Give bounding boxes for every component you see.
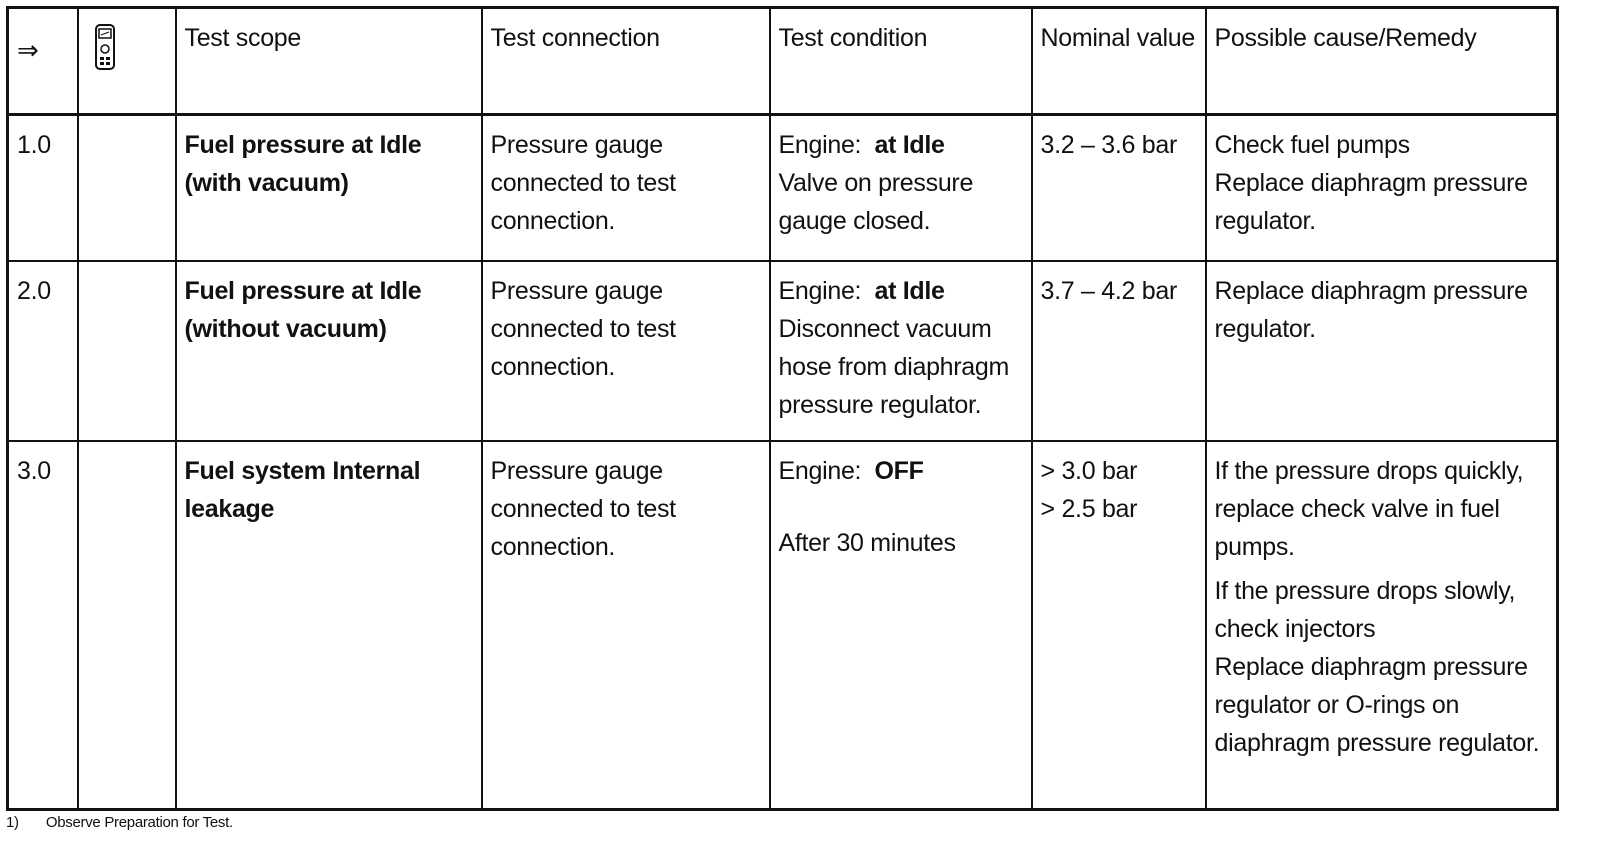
cause-line: Check fuel pumps bbox=[1214, 131, 1410, 159]
row-nominal-value: 3.2 – 3.6 bar bbox=[1032, 115, 1206, 262]
test-table-container bbox=[6, 6, 1556, 811]
header-possible-cause: Possible cause/Remedy bbox=[1206, 8, 1558, 115]
nominal-line: > 2.5 bar bbox=[1040, 495, 1138, 523]
condition-value: at Idle bbox=[874, 131, 945, 159]
row-test-scope: Fuel pressure at Idle (without vacuum) bbox=[176, 261, 482, 441]
nominal-line: > 3.0 bar bbox=[1040, 457, 1138, 485]
row-nominal-value bbox=[1032, 441, 1206, 810]
row-test-condition bbox=[770, 441, 1032, 810]
header-test-condition: Test condition bbox=[770, 8, 1032, 115]
footnote-marker: 1) bbox=[6, 814, 19, 831]
row-number: 1.0 bbox=[8, 115, 78, 262]
row-icon-cell bbox=[78, 441, 176, 810]
row-number: 3.0 bbox=[8, 441, 78, 810]
row-possible-cause bbox=[1206, 261, 1558, 441]
row-test-scope: Fuel system Internal leakage bbox=[176, 441, 482, 810]
row-icon-cell bbox=[78, 115, 176, 262]
cause-line: Replace diaphragm pressure regulator or O-rings on diaphragm pressure regulator. bbox=[1214, 653, 1540, 757]
table-row bbox=[8, 115, 1558, 262]
cause-line: If the pressure drops slowly, check injectors bbox=[1214, 577, 1516, 643]
cause-line: If the pressure drops quickly, replace check valve in fuel pumps. bbox=[1214, 457, 1524, 561]
condition-label: Engine: bbox=[778, 457, 862, 485]
cause-line: Replace diaphragm pressure regulator. bbox=[1214, 169, 1528, 235]
table-header-row bbox=[8, 8, 1558, 115]
row-test-connection: Pressure gauge connected to test connection. bbox=[482, 115, 770, 262]
condition-value: OFF bbox=[874, 457, 924, 485]
row-icon-cell bbox=[78, 261, 176, 441]
fuel-pressure-test-table bbox=[6, 6, 1559, 811]
condition-value: at Idle bbox=[874, 277, 945, 305]
header-arrow: ⇒ bbox=[8, 8, 78, 115]
header-nominal-value: Nominal value bbox=[1032, 8, 1206, 115]
table-row bbox=[8, 261, 1558, 441]
row-test-connection: Pressure gauge connected to test connection. bbox=[482, 261, 770, 441]
row-nominal-value: 3.7 – 4.2 bar bbox=[1032, 261, 1206, 441]
row-possible-cause bbox=[1206, 441, 1558, 810]
row-possible-cause bbox=[1206, 115, 1558, 262]
table-row bbox=[8, 441, 1558, 810]
condition-label: Engine: bbox=[778, 131, 862, 159]
condition-extra: Valve on pressure gauge closed. bbox=[778, 169, 974, 235]
row-test-condition bbox=[770, 261, 1032, 441]
spacer bbox=[779, 490, 1023, 524]
cause-line: Replace diaphragm pressure regulator. bbox=[1214, 277, 1528, 343]
row-number: 2.0 bbox=[8, 261, 78, 441]
header-test-scope: Test scope bbox=[176, 8, 482, 115]
footnote bbox=[6, 814, 233, 831]
header-test-connection: Test connection bbox=[482, 8, 770, 115]
row-test-connection: Pressure gauge connected to test connection. bbox=[482, 441, 770, 810]
condition-extra: After 30 minutes bbox=[778, 529, 956, 557]
header-icon-cell bbox=[78, 8, 176, 115]
multimeter-icon bbox=[93, 23, 117, 73]
condition-label: Engine: bbox=[778, 277, 862, 305]
footnote-text: Observe Preparation for Test. bbox=[45, 814, 233, 831]
row-test-scope: Fuel pressure at Idle (with vacuum) bbox=[176, 115, 482, 262]
condition-extra: Disconnect vacuum hose from diaphragm pressure regulator. bbox=[778, 315, 1010, 419]
row-test-condition bbox=[770, 115, 1032, 262]
